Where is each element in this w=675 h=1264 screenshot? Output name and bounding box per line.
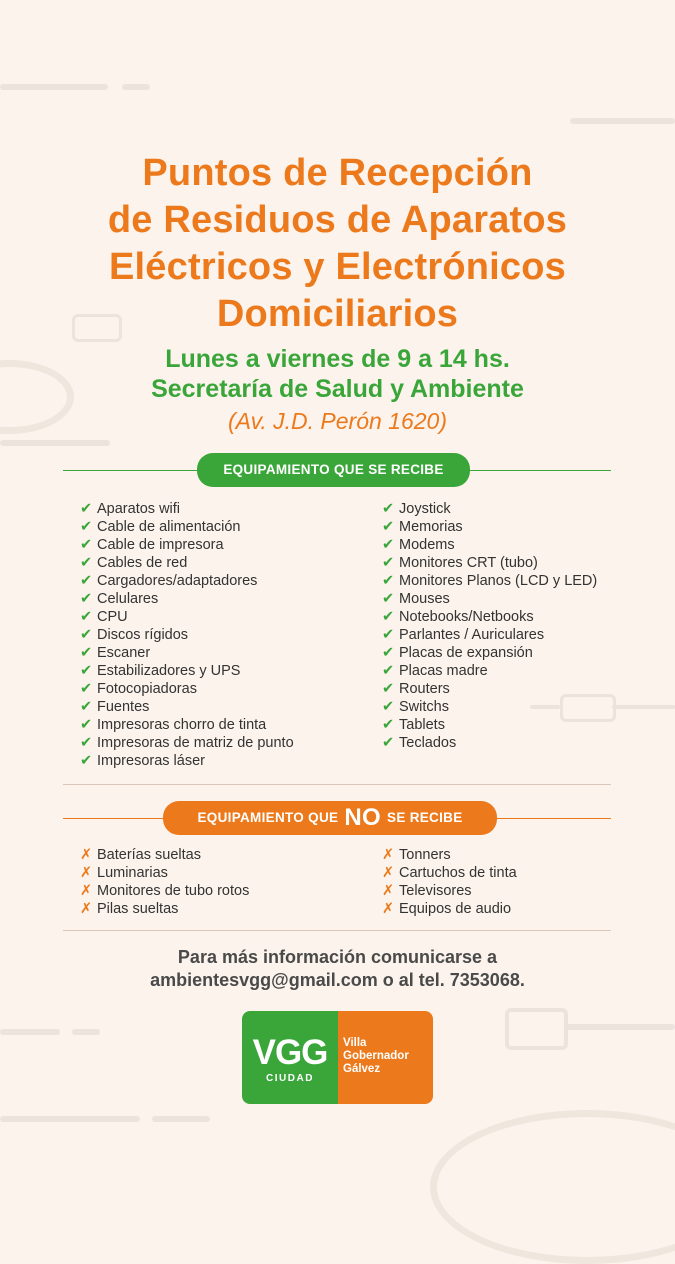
decorative-line [0, 1116, 140, 1122]
check-icon: ✔ [80, 609, 93, 625]
list-item: ✔ Celulares [80, 591, 159, 607]
decorative-line [0, 1029, 60, 1035]
list-item: ✔ Placas madre [382, 663, 488, 679]
list-item: ✔ Monitores Planos (LCD y LED) [382, 573, 598, 589]
list-item: ✗ Monitores de tubo rotos [80, 883, 250, 899]
logo-name-line: Gálvez [343, 1063, 381, 1075]
rejected-list-right [382, 846, 517, 918]
check-icon: ✔ [80, 699, 93, 715]
list-item: ✔ Fotocopiadoras [80, 681, 197, 697]
check-icon: ✔ [80, 591, 93, 607]
logo-acronym: VGG [252, 1033, 328, 1072]
check-icon: ✔ [80, 645, 93, 661]
check-icon: ✔ [382, 537, 395, 553]
cross-icon: ✗ [80, 847, 93, 863]
check-icon: ✔ [382, 663, 395, 679]
check-icon: ✔ [80, 573, 93, 589]
contact-info [0, 946, 675, 992]
check-icon: ✔ [80, 501, 93, 517]
list-item: ✔ Modems [382, 537, 455, 553]
title-line: Eléctricos y Electrónicos [109, 246, 566, 288]
list-item: ✗ Cartuchos de tinta [382, 865, 517, 881]
list-item: ✔ Impresoras chorro de tinta [80, 717, 267, 733]
decorative-line [565, 1024, 675, 1030]
list-item: ✔ Routers [382, 681, 450, 697]
check-icon: ✔ [80, 735, 93, 751]
decorative-line [570, 118, 675, 124]
accepted-heading: EQUIPAMIENTO QUE SE RECIBE [197, 453, 470, 487]
list-item: ✔ Teclados [382, 735, 457, 751]
list-item: ✔ Cable de alimentación [80, 519, 241, 535]
rejected-heading: EQUIPAMIENTO QUE NO SE RECIBE [163, 801, 497, 835]
vgg-logo [242, 1011, 338, 1104]
list-item: ✗ Pilas sueltas [80, 901, 179, 917]
list-item: ✔ Memorias [382, 519, 463, 535]
cross-icon: ✗ [80, 883, 93, 899]
title-line: de Residuos de Aparatos [107, 199, 568, 241]
check-icon: ✔ [382, 591, 395, 607]
check-icon: ✔ [80, 681, 93, 697]
list-item: ✔ Estabilizadores y UPS [80, 663, 241, 679]
decorative-line [0, 84, 108, 90]
check-icon: ✔ [382, 573, 395, 589]
check-icon: ✔ [80, 627, 93, 643]
title-line: Domiciliarios [216, 293, 459, 335]
check-icon: ✔ [382, 735, 395, 751]
cross-icon: ✗ [80, 865, 93, 881]
rejected-list-left [80, 846, 249, 918]
city-name-logo [338, 1011, 433, 1104]
list-item: ✔ Parlantes / Auriculares [382, 627, 545, 643]
list-item: ✗ Luminarias [80, 865, 168, 881]
decorative-line [0, 440, 110, 446]
list-item: ✔ Cables de red [80, 555, 188, 571]
page-title [0, 150, 675, 338]
cross-icon: ✗ [382, 865, 395, 881]
title-line: Puntos de Recepción [142, 152, 533, 194]
list-item: ✔ Fuentes [80, 699, 150, 715]
check-icon: ✔ [80, 717, 93, 733]
list-item: ✔ Discos rígidos [80, 627, 189, 643]
decorative-cable-loop [430, 1110, 675, 1264]
contact-email-phone[interactable]: ambientesvgg@gmail.com o al tel. 7353068. [150, 970, 525, 990]
list-item: ✗ Televisores [382, 883, 472, 899]
check-icon: ✔ [382, 717, 395, 733]
cross-icon: ✗ [382, 883, 395, 899]
decorative-cable-plug [505, 1008, 568, 1050]
decorative-line [152, 1116, 210, 1122]
check-icon: ✔ [382, 627, 395, 643]
accepted-list-right [382, 500, 597, 752]
decorative-line [72, 1029, 100, 1035]
decorative-line [612, 705, 675, 709]
list-item: ✗ Equipos de audio [382, 901, 512, 917]
logo-name-line: Gobernador [343, 1050, 409, 1062]
list-item: ✔ Escaner [80, 645, 151, 661]
list-item: ✗ Baterías sueltas [80, 847, 201, 863]
list-item: ✔ Notebooks/Netbooks [382, 609, 534, 625]
check-icon: ✔ [382, 681, 395, 697]
list-item: ✗ Tonners [382, 847, 451, 863]
contact-line: Para más información comunicarse a [177, 947, 498, 967]
check-icon: ✔ [382, 519, 395, 535]
check-icon: ✔ [382, 555, 395, 571]
section-divider [63, 784, 611, 785]
section-divider [63, 930, 611, 931]
check-icon: ✔ [80, 663, 93, 679]
logo-tag: CIUDAD [266, 1073, 314, 1084]
logo-name-line: Villa [343, 1037, 367, 1049]
list-item: ✔ Impresoras láser [80, 753, 205, 769]
schedule-hours: Lunes a viernes de 9 a 14 hs. [165, 345, 510, 373]
check-icon: ✔ [80, 753, 93, 769]
list-item: ✔ Monitores CRT (tubo) [382, 555, 538, 571]
accepted-list-left [80, 500, 294, 770]
check-icon: ✔ [80, 555, 93, 571]
cross-icon: ✗ [80, 901, 93, 917]
list-item: ✔ Mouses [382, 591, 450, 607]
list-item: ✔ Joystick [382, 501, 451, 517]
schedule-address: (Av. J.D. Perón 1620) [227, 408, 448, 434]
check-icon: ✔ [80, 519, 93, 535]
cross-icon: ✗ [382, 901, 395, 917]
list-item: ✔ Cargadores/adaptadores [80, 573, 258, 589]
list-item: ✔ Impresoras de matriz de punto [80, 735, 294, 751]
list-item: ✔ Switchs [382, 699, 449, 715]
list-item: ✔ Placas de expansión [382, 645, 533, 661]
list-item: ✔ Aparatos wifi [80, 501, 181, 517]
cross-icon: ✗ [382, 847, 395, 863]
list-item: ✔ Cable de impresora [80, 537, 224, 553]
check-icon: ✔ [80, 537, 93, 553]
check-icon: ✔ [382, 501, 395, 517]
schedule [0, 344, 675, 404]
list-item: ✔ CPU [80, 609, 128, 625]
no-emphasis: NO [344, 804, 381, 831]
check-icon: ✔ [382, 609, 395, 625]
schedule-office: Secretaría de Salud y Ambiente [151, 375, 524, 403]
check-icon: ✔ [382, 645, 395, 661]
list-item: ✔ Tablets [382, 717, 445, 733]
check-icon: ✔ [382, 699, 395, 715]
decorative-line [122, 84, 150, 90]
